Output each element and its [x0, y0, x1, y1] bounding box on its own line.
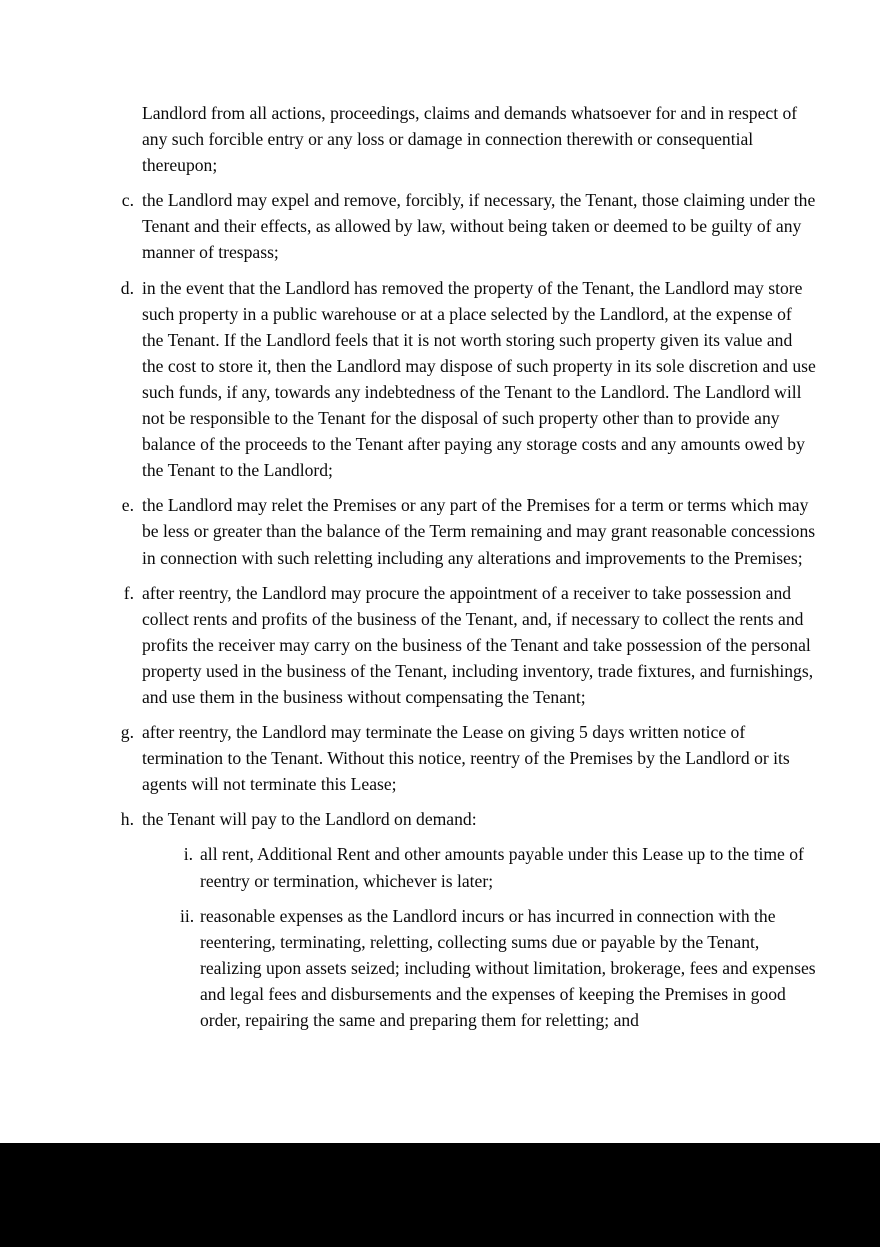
- list-item-text-d: in the event that the Landlord has removed the property of the Tenant, the Landlord may store such property in a public warehouse or at a place selected by the Landlord, at the expense of the Tenant. If the Landlord feels that it is not worth storing such property given its value and the cost to store it, then the Landlord may dispose of such property in its sole discretion and use such funds, if any, towards any indebtedness of the Tenant to the Landlord. The Landlord will not be responsible to the Tenant for the disposal of such property other than to provide any balance of the proceeds to the Tenant after paying any storage costs and any amounts owed by the Tenant to the Landlord;: [142, 277, 816, 481]
- list-item-text-e: the Landlord may relet the Premises or any part of the Premises for a term or terms which may be less or greater than the balance of the Term remaining and may grant reasonable concessions in connection with such reletting including any alterations and improvements to the Premises;: [142, 495, 816, 568]
- continuation-paragraph: Landlord from all actions, proceedings, claims and demands whatsoever for and in respect of any such forcible entry or any loss or damage in connection therewith or consequential thereupon;: [142, 103, 798, 176]
- list-item-c: [120, 187, 817, 265]
- list-marker-h: h.: [120, 809, 134, 830]
- page-bottom-black-band: [0, 1143, 880, 1247]
- sub-list-item-i: [180, 841, 817, 893]
- list-item-f: [120, 580, 817, 710]
- sub-list-item-text-i: all rent, Additional Rent and other amounts payable under this Lease up to the time of reentry or termination, whichever is later;: [200, 844, 804, 891]
- sub-list-h: [120, 841, 817, 1033]
- list-item-h: [120, 806, 817, 832]
- list-item-text-g: after reentry, the Landlord may terminate the Lease on giving 5 days written notice of termination to the Tenant. Without this notice, reentry of the Premises by the Landlord or its agents will not terminate this Lease;: [142, 722, 790, 795]
- list-item-text-h: the Tenant will pay to the Landlord on demand:: [142, 809, 477, 830]
- sub-list-item-text-ii: reasonable expenses as the Landlord incurs or has incurred in connection with the reentering, terminating, reletting, collecting sums due or payable by the Tenant, realizing upon assets seized; including without limitation, brokerage, fees and expenses and legal fees and disbursements and the expenses of keeping the Premises in good order, repairing the same and preparing them for reletting; and: [200, 905, 816, 1030]
- list-item-d: [120, 275, 817, 484]
- list-marker-d: d.: [120, 277, 134, 298]
- list-item-g: [120, 719, 817, 797]
- sub-list-item-ii: [180, 903, 817, 1033]
- sub-list-marker-ii: ii.: [180, 905, 195, 926]
- list-marker-c: c.: [121, 190, 134, 211]
- list-marker-f: f.: [123, 582, 134, 603]
- list-marker-e: e.: [121, 495, 134, 516]
- list-item-text-f: after reentry, the Landlord may procure the appointment of a receiver to take possession and collect rents and profits of the business of the Tenant, and, if necessary to collect the rents and profits the receiver may carry on the business of the Tenant and take possession of the personal property used in the business of the Tenant, including inventory, trade fixtures, and furnishings, and use them in the business without compensating the Tenant;: [142, 582, 814, 707]
- list-item-e: [120, 492, 817, 570]
- list-item-text-c: the Landlord may expel and remove, forcibly, if necessary, the Tenant, those claiming under the Tenant and their effects, as allowed by law, without being taken or deemed to be guilty of any manner of trespass;: [142, 190, 816, 263]
- list-marker-g: g.: [120, 722, 134, 743]
- sub-list-marker-i: i.: [183, 844, 193, 865]
